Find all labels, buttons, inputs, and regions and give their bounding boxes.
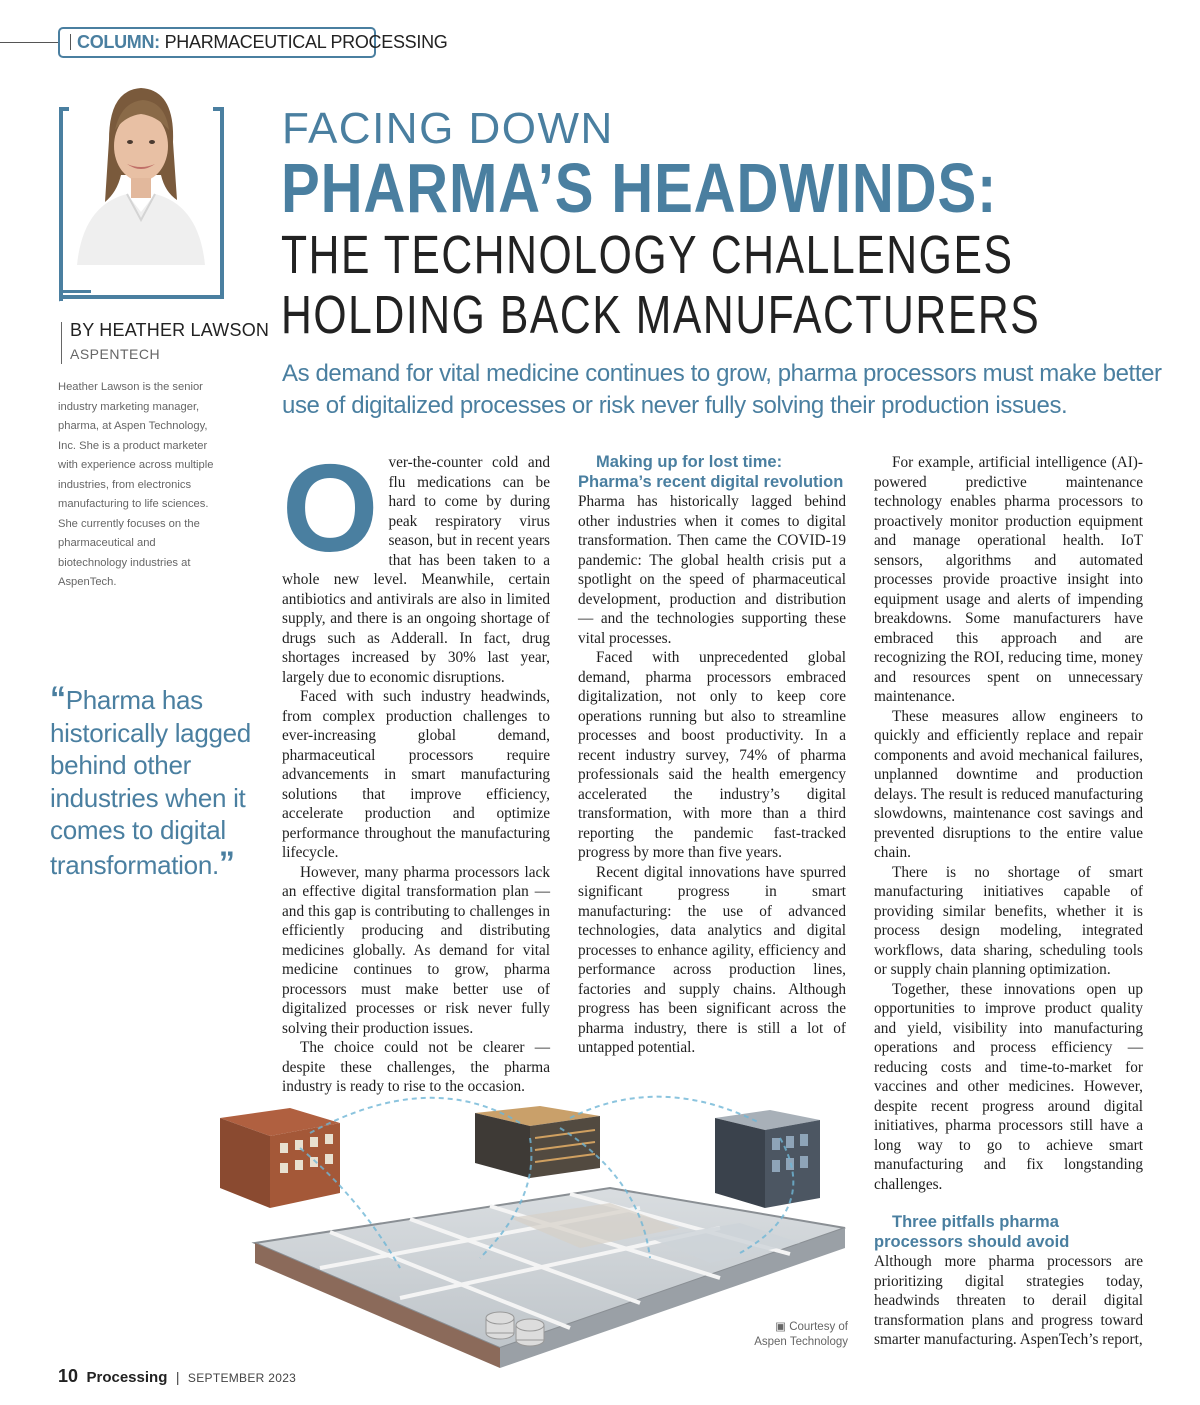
paragraph: These measures allow engineers to quickly and efficiently replace and repair components and avoid mechanical failures, unplanned downtime and production delays. The result is reduced manufacturing slowdowns, maintenance cost savings and prevented disruptions to the entire value chain. (874, 707, 1143, 861)
headline-sub-2: HOLDING BACK MANUFACTURERS (281, 285, 1041, 345)
column-tag-label: COLUMN: (77, 32, 160, 52)
paragraph: Faced with unprecedented global demand, pharma processors embraced digitalization, not only to keep core operations running but also to streamline processes and boost productivity. In a recent industry survey, 74% of pharma professionals said the health emergency accelerated the industry’s digital transformation, with more than a third reporting the pandemic fast-tracked progress by more than five years. (578, 649, 846, 861)
body-column-1 (282, 440, 550, 1097)
paragraph: Together, these innovations open up opportunities to improve product quality and yield, visibility into manufacturing operations and process efficiency — reducing costs and time-to-market for vaccines and other medicines. However, despite recent progress around digital initiatives, pharma processors still have a long way to go to achieve smart manufacturing and fix longstanding challenges. (874, 980, 1143, 1193)
tag-divider (70, 34, 71, 50)
footer-separator: | (175, 1369, 180, 1385)
section-heading: Three pitfalls pharma processors should avoid (874, 1213, 1070, 1251)
publication-name: Processing (86, 1369, 168, 1386)
author-byline: BY HEATHER LAWSON (70, 320, 270, 340)
column-tag (58, 27, 448, 58)
paragraph: Pharma has historically lagged behind other industries when it comes to digital transformation. Then came the COVID-19 pandemic: The global health crisis put a spotlight on the speed of pharmaceutical development, production and distribution — and the technologies supporting these vital processes. (578, 493, 846, 647)
tag-rule (0, 42, 62, 43)
issue-date: SEPTEMBER 2023 (187, 1371, 297, 1385)
headline-sub-1: THE TECHNOLOGY CHALLENGES (281, 225, 1014, 285)
drop-cap: O (282, 440, 379, 578)
article-deck: As demand for vital medicine continues to grow, pharma processors must make better use of digitalized processes or risk never fully solving their production issues. (282, 360, 1162, 419)
body-column-3 (874, 453, 1143, 1350)
author-rule (61, 322, 62, 364)
speech-tail (55, 290, 95, 304)
paragraph: The choice could not be clearer — despite these challenges, the pharma industry is ready to rise to the occasion. (282, 1039, 550, 1095)
author-org: ASPENTECH (70, 346, 161, 362)
headline-kicker: FACING DOWN (282, 104, 614, 153)
paragraph: Over-the-counter cold and flu medications can be hard to come by during peak respiratory virus season, but in recent years that has been taken to a whole new level. Meanwhile, certain antibiotics and antivirals are also in limited supply, and there is an ongoing shortage of drugs such as Adderall. In fact, drug shortages increased by 30% last year, largely due to economic disruptions. (282, 440, 550, 686)
author-bio: Heather Lawson is the senior industry marketing manager, pharma, at Aspen Technology, Inc. She is a product marketer with experience across multiple industries, from electronics manufacturing to life sciences. She currently focuses on the pharmaceutical and biotechnology industries at AspenTech. (58, 381, 214, 588)
open-quote-mark: “ (50, 680, 66, 716)
paragraph: However, many pharma processors lack an effective digital transformation plan — and this gap is contributing to challenges in efficiently producing and distributing medicines globally. As demand for vital medicine continues to grow, pharma processors must make better use of digitalized processes or risk never fully solving their production issues. (282, 863, 550, 1037)
image-credit: ▣ Courtesy of Aspen Technology (754, 1321, 848, 1348)
page-footer (58, 1366, 296, 1387)
close-quote-mark: ” (218, 844, 235, 881)
paragraph: Although more pharma processors are prioritizing digital strategies today, headwinds threaten to derail digital transformation plans and progress toward smarter manufacturing. AspenTech’s report, (874, 1253, 1143, 1348)
paragraph: There is no shortage of smart manufacturing initiatives capable of providing similar benefits, whether it is process design modeling, integrated workflows, data sharing, scheduling tools or supply chain planning optimization. (874, 863, 1143, 978)
body-column-2 (578, 453, 846, 1058)
paragraph: For example, artificial intelligence (AI)-powered predictive maintenance technology enables pharma processors to proactively monitor production equipment and manage operational health. IoT sensors, algorithms and automated processes provide proactive insight into equipment usage and alerts of impending breakdowns. Some manufacturers have embraced this approach and are recognizing the ROI, reducing time, money and resources spent on unnecessary maintenance. (874, 454, 1143, 705)
camera-icon: ▣ (775, 1321, 786, 1333)
paragraph: Faced with such industry headwinds, from complex production challenges to ever-increasing global demand, pharmaceutical processors require advancements in smart manufacturing solutions that improve efficiency, accelerate production and optimize performance throughout the manufacturing lifecycle. (282, 688, 550, 861)
pull-quote-text: Pharma has historically lagged behind other industries when it comes to digital transformation. (50, 685, 251, 880)
author-photo (69, 80, 213, 265)
page-number: 10 (58, 1366, 79, 1386)
column-tag-topic: PHARMACEUTICAL PROCESSING (164, 32, 448, 52)
pull-quote (50, 682, 255, 882)
headline-main: PHARMA’S HEADWINDS: (281, 149, 998, 227)
section-heading: Making up for lost time: Pharma’s recent digital revolution (578, 453, 844, 491)
paragraph: Recent digital innovations have spurred significant progress in smart manufacturing: the use of advanced technologies, data analytics and digital processes to enhance agility, efficiency and performance across production lines, factories and supply chains. Although progress has been significant across the pharma industry, there is still a lot of untapped potential. (578, 863, 846, 1056)
